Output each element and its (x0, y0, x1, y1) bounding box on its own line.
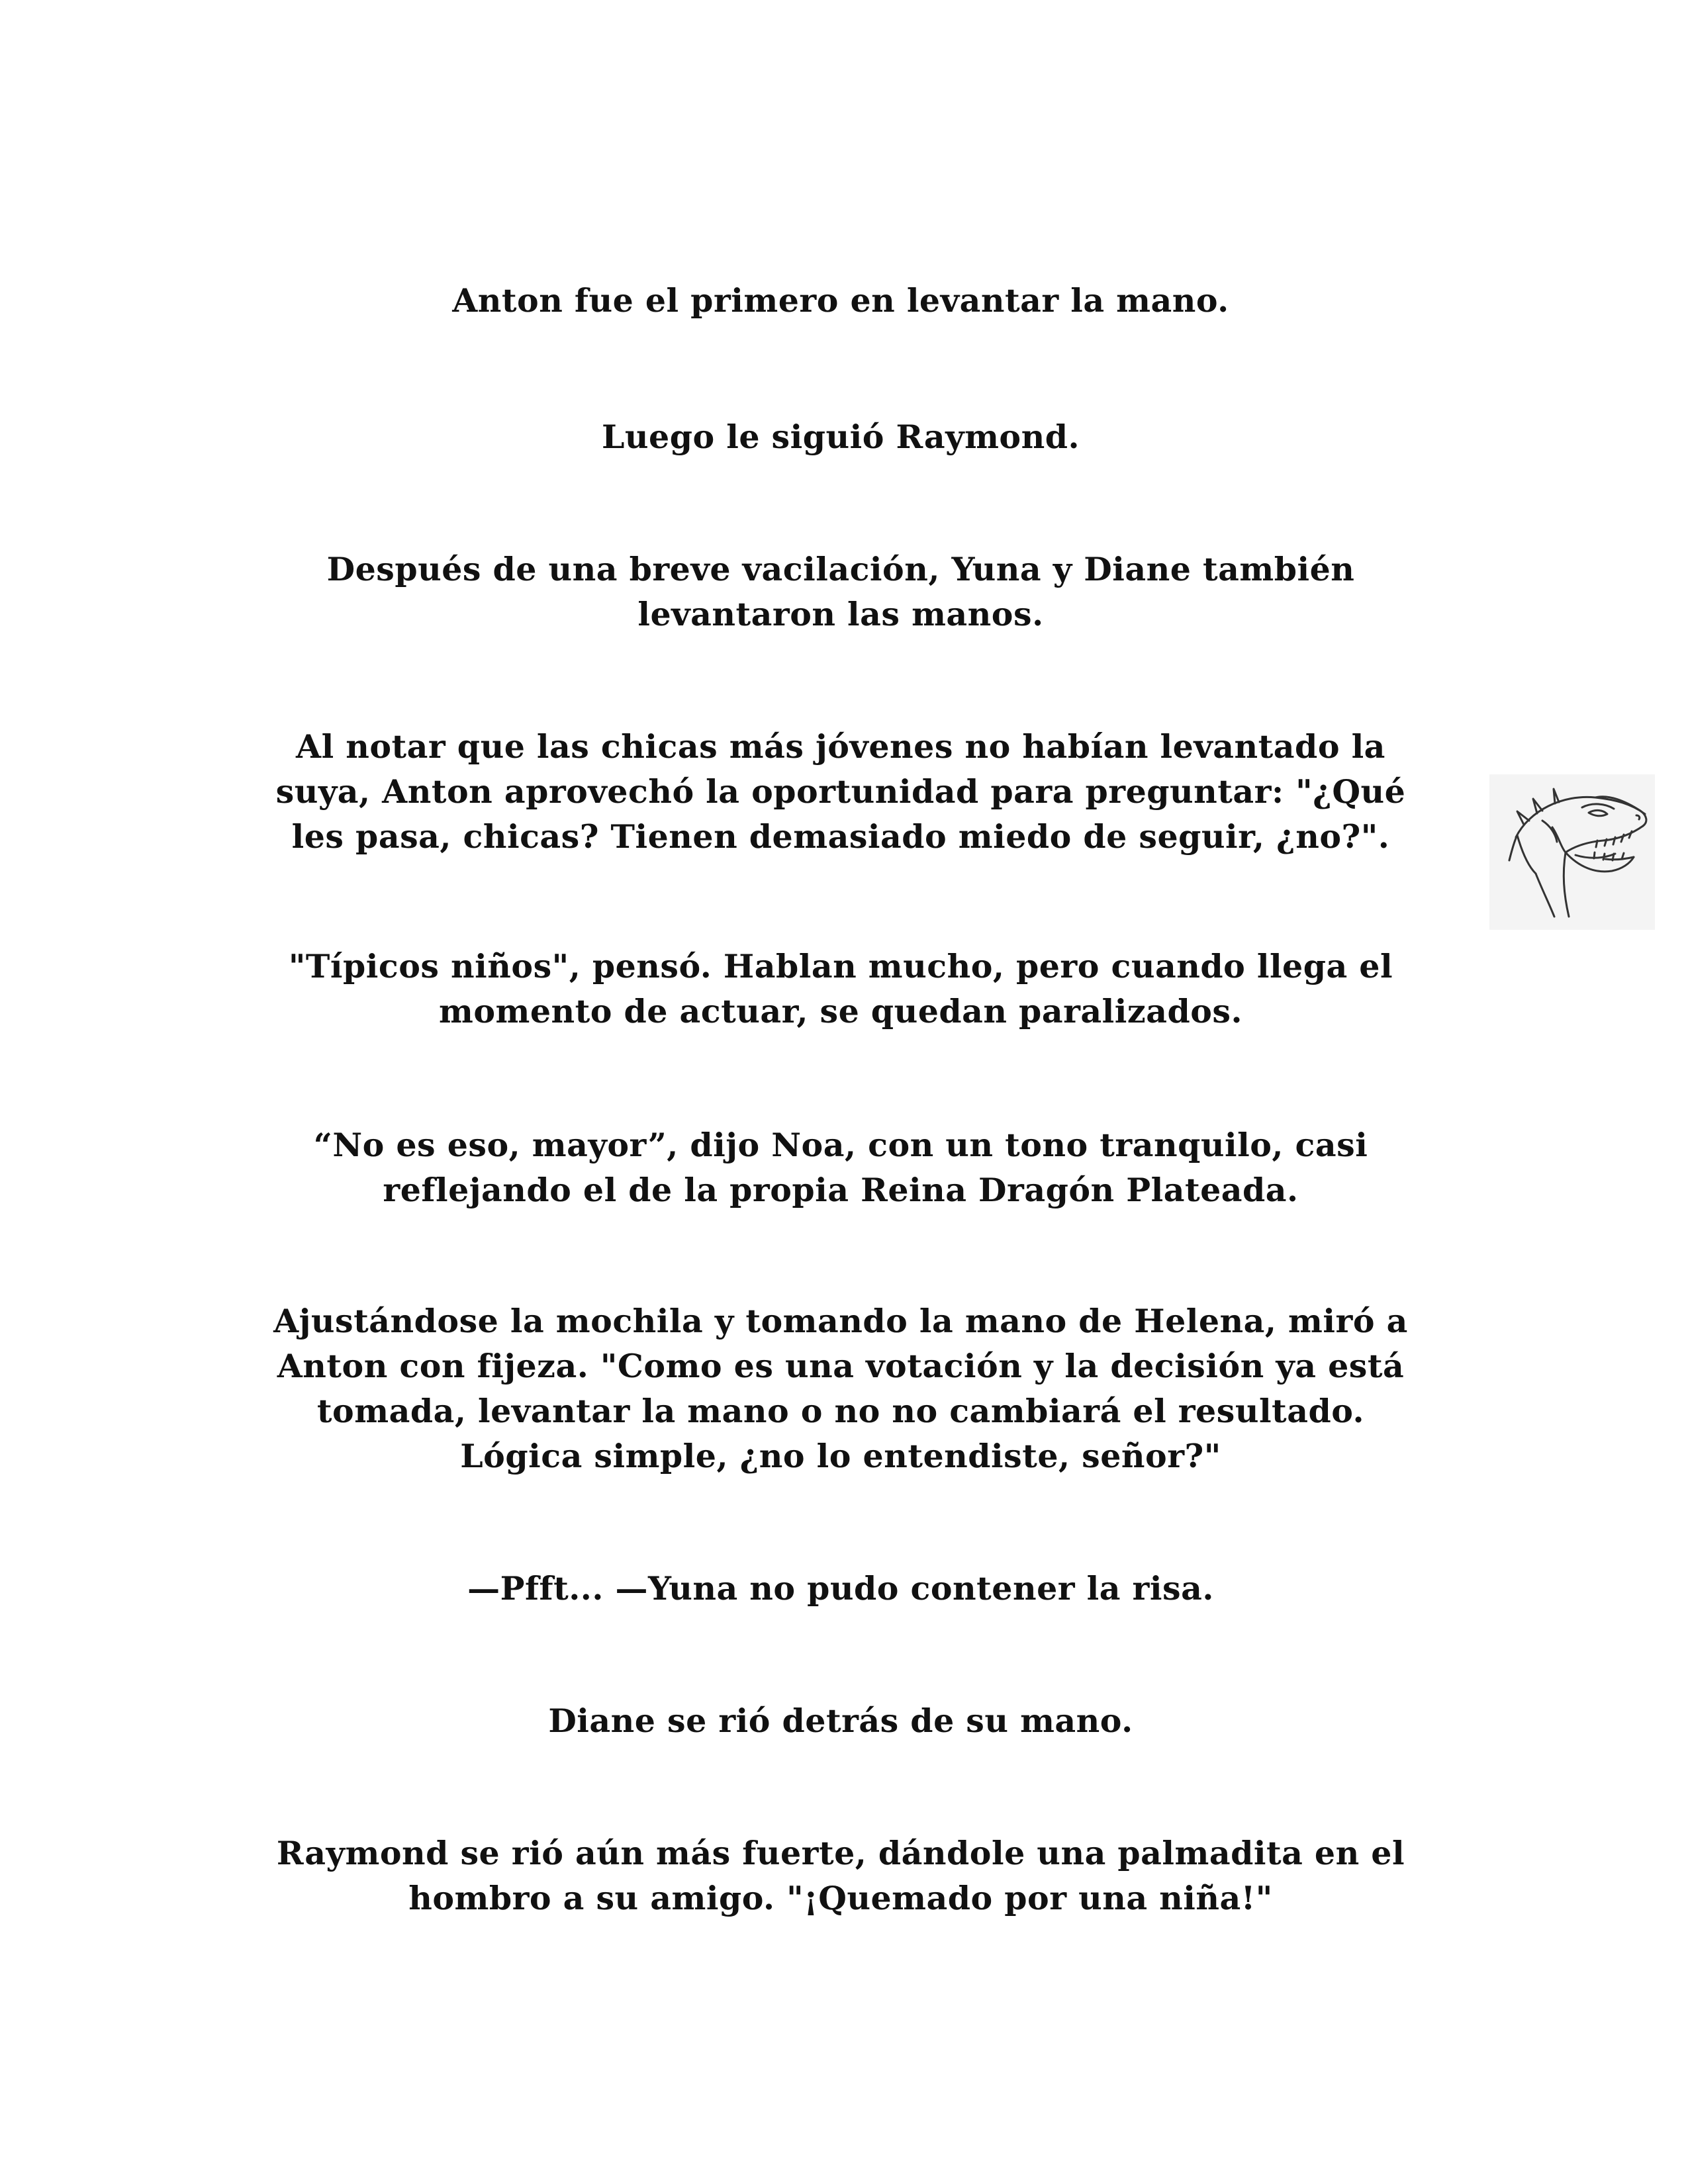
paragraph-line: —Pfft... —Yuna no pudo contener la risa. (467, 1569, 1214, 1608)
paragraph-10 (199, 1831, 1483, 1921)
paragraph-line: les pasa, chicas? Tienen demasiado miedo de seguir, ¿no?". (291, 817, 1390, 856)
paragraph-3 (199, 547, 1483, 637)
paragraph-8 (199, 1566, 1483, 1611)
paragraph-line: Anton fue el primero en levantar la mano. (452, 281, 1229, 320)
paragraph-line: Ajustándose la mochila y tomando la mano de Helena, miró a (273, 1302, 1408, 1340)
paragraph-line: Lógica simple, ¿no lo entendiste, señor?" (460, 1437, 1221, 1475)
paragraph-9 (199, 1698, 1483, 1743)
paragraph-line: "Típicos niños", pensó. Hablan mucho, pero cuando llega el (288, 947, 1393, 985)
paragraph-line: tomada, levantar la mano o no no cambiará el resultado. (316, 1392, 1365, 1430)
dragon-head-sketch-icon (1489, 774, 1655, 930)
paragraph-7 (199, 1298, 1483, 1479)
paragraph-line: Diane se rió detrás de su mano. (548, 1702, 1133, 1740)
paragraph-line: Después de una breve vacilación, Yuna y Diane también (326, 550, 1355, 588)
paragraph-line: hombro a su amigo. "¡Quemado por una niña!" (408, 1879, 1273, 1917)
paragraph-4 (199, 724, 1483, 859)
paragraph-line: levantaron las manos. (637, 595, 1044, 633)
paragraph-5 (199, 944, 1483, 1034)
paragraph-6 (199, 1122, 1483, 1212)
dragon-head-sketch-svg (1489, 774, 1655, 930)
paragraph-line: Anton con fijeza. "Como es una votación y la decisión ya está (277, 1347, 1405, 1385)
paragraph-line: Al notar que las chicas más jóvenes no habían levantado la (296, 727, 1385, 766)
paragraph-1 (199, 278, 1483, 323)
paragraph-line: “No es eso, mayor”, dijo Noa, con un tono tranquilo, casi (313, 1126, 1368, 1164)
paragraph-line: reflejando el de la propia Reina Dragón Plateada. (383, 1171, 1299, 1209)
paragraph-line: suya, Anton aprovechó la oportunidad para preguntar: "¿Qué (275, 772, 1406, 811)
paragraph-line: momento de actuar, se quedan paralizados. (438, 992, 1243, 1030)
paragraph-line: Raymond se rió aún más fuerte, dándole una palmadita en el (276, 1834, 1405, 1872)
paragraph-2 (199, 414, 1483, 459)
paragraph-line: Luego le siguió Raymond. (601, 418, 1080, 456)
